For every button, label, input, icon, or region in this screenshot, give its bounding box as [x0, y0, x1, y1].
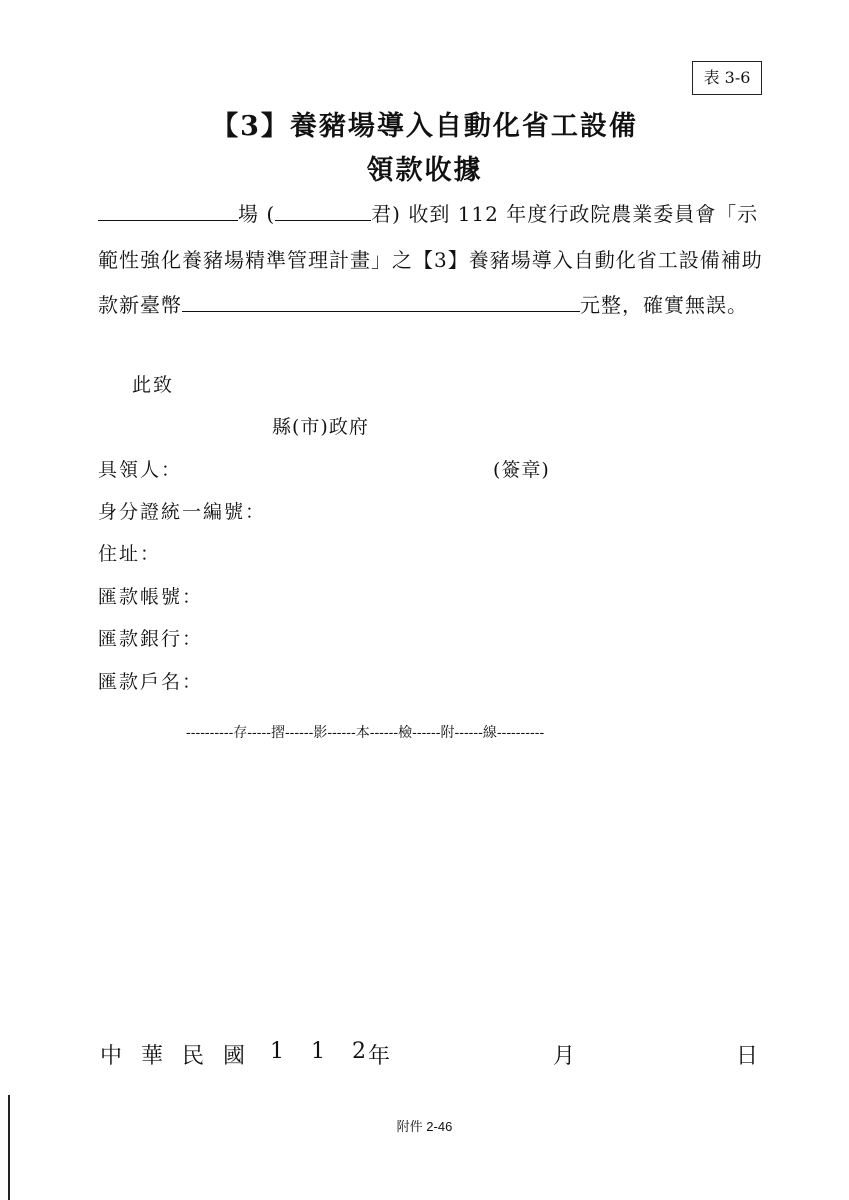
receipt-body-line-2: 範性強化養豬場精準管理計畫」之【3】養豬場導入自動化省工設備補助: [98, 248, 763, 272]
claimant-label: 具領人：: [98, 459, 183, 481]
date-month-unit: 月: [553, 1044, 582, 1069]
person-label: 君): [371, 202, 401, 226]
recipient: 縣(市)政府: [272, 416, 369, 438]
account-name-label: 匯款戶名：: [98, 671, 204, 693]
amount-blank[interactable]: [182, 293, 580, 312]
form-title: 【3】養豬場導入自動化省工設備: [211, 111, 638, 142]
date-era: 中 華 民 國: [100, 1044, 251, 1069]
signature-label: (簽章): [493, 459, 550, 481]
date-year: 1 1 2: [270, 1039, 376, 1064]
farm-label: 場 (: [238, 202, 276, 226]
scan-edge-line: [8, 1095, 10, 1200]
page-footer: 附件 2-46: [396, 1119, 453, 1134]
receipt-body-line-3: [98, 289, 748, 318]
date-year-unit: 年: [368, 1044, 397, 1069]
person-name-blank[interactable]: [275, 202, 371, 221]
id-number-label: 身分證統一編號：: [98, 501, 267, 523]
form-subtitle: 領款收據: [366, 155, 483, 186]
farm-name-blank[interactable]: [98, 202, 238, 221]
passbook-attach-line: ----------存-----摺------影------本------檢------附------線----------: [186, 725, 545, 741]
receipt-body-line-1: [98, 198, 758, 227]
receipt-text-1: 收到 112 年度行政院農業委員會「示: [400, 202, 759, 226]
bank-label: 匯款銀行：: [98, 628, 204, 650]
amount-prefix: 款新臺幣: [98, 293, 182, 317]
form-number-badge: 表 3-6: [692, 61, 762, 95]
date-day-unit: 日: [736, 1044, 765, 1069]
salutation: 此致: [132, 374, 175, 396]
amount-suffix: 元整，確實無誤。: [580, 293, 748, 317]
account-number-label: 匯款帳號：: [98, 586, 204, 608]
address-label: 住址：: [98, 543, 162, 565]
